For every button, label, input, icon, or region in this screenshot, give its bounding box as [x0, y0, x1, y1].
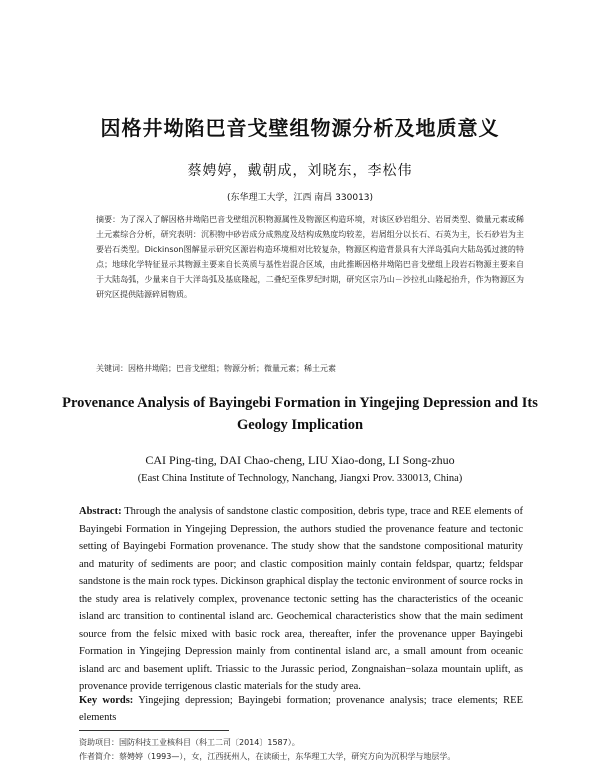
- english-keywords-text: Yingejing depression; Bayingebi formation; provenance analysis; trace elements; REE elements: [79, 695, 523, 723]
- chinese-title: 因格井坳陷巴音戈壁组物源分析及地质意义: [100, 116, 500, 140]
- english-title: Provenance Analysis of Bayingebi Formation in Yingejing Depression and Its Geology Implication: [62, 395, 538, 433]
- chinese-abstract-label: 摘要：: [96, 215, 121, 224]
- author-text: 蔡娉婷（1993—），女，江西抚州人，在读硕士，东华理工大学，研究方向为沉积学与地层学。: [119, 752, 456, 761]
- english-keywords: [79, 692, 523, 726]
- english-affiliation: (East China Institute of Technology, Nanchang, Jiangxi Prov. 330013, China): [137, 473, 463, 484]
- english-abstract: [79, 503, 523, 696]
- english-abstract-text: Through the analysis of sandstone clastic composition, debris type, trace and REE elements of Bayingebi Formation in Yingejing Depression, the authors studied the provenance feature and tectonic setting of Bayingebi Formation provenance. The study show that the sandstone compositional maturity and maturity of sediments are poor; and clastic composition mainly contain feldspar, quartz; feldspar sandstone is the main rock types. Dickinson graphical display the tectonic environment of source rocks in the study area is relatively complex, provenance tectonic setting has the characteristics of the oceanic island arc transition to continental island arc. Geochemical characteristics show that the main sediment source from the felsic mixed with basic rock area, thereafter, infer the provenance upper Bayingebi Formation in Yingejing Depression mainly from continental island arc, a small amount from oceanic island arc and basement uplift. Triassic to the Jurassic period, Zongnaishan−solaza mountain uplift, as provenance provide terrigenous clastic materials for the study area.: [79, 506, 524, 692]
- chinese-keywords-text: 因格井坳陷；巴音戈壁组；物源分析；微量元素；稀土元素: [128, 364, 336, 373]
- english-authors: CAI Ping-ting, DAI Chao-cheng, LIU Xiao-dong, LI Song-zhuo: [145, 453, 455, 467]
- chinese-affiliation: (东华理工大学，江西 南昌 330013): [226, 193, 374, 203]
- funding-text: 国防科技工业核科目（科工二司〔2014〕1587）。: [119, 738, 300, 747]
- english-keywords-label: Key words:: [79, 695, 134, 706]
- chinese-abstract: [96, 212, 524, 302]
- chinese-keywords-label: 关键词：: [96, 364, 128, 373]
- author-footnote: [79, 751, 539, 763]
- chinese-authors: 蔡娉婷，戴朝成，刘晓东，李松伟: [187, 163, 413, 179]
- chinese-abstract-text: 为了深入了解因格井坳陷巴音戈壁组沉积物源属性及物源区构造环境，对该区砂岩组分、岩屑类型、微量元素或稀土元素综合分析，研究表明：沉积物中砂岩成分成熟度及结构成熟度均较差，岩屑组分以长石、石英为主，长石砂岩为主要岩石类型。Dickinson图解显示研究区源岩构造环境相对比较复杂，物源区构造背景具有大洋岛弧向大陆岛弧过渡的特点；地球化学特征显示其物源主要来自长英质与基性岩混合区域，由此推断因格井坳陷巴音戈壁组上段岩石物源主要来自于大陆岛弧，少量来自于大洋岛弧及基底隆起，二叠纪至侏罗纪时期，研究区宗乃山－沙拉扎山隆起抬升，作为物源区为研究区提供陆源碎屑物质。: [96, 215, 524, 299]
- funding-label: 资助项目：: [79, 738, 119, 747]
- author-label: 作者简介：: [79, 752, 119, 761]
- footnote-divider: [79, 730, 229, 731]
- english-abstract-label: Abstract:: [79, 506, 122, 517]
- funding-footnote: [79, 737, 539, 749]
- chinese-keywords: [96, 363, 524, 375]
